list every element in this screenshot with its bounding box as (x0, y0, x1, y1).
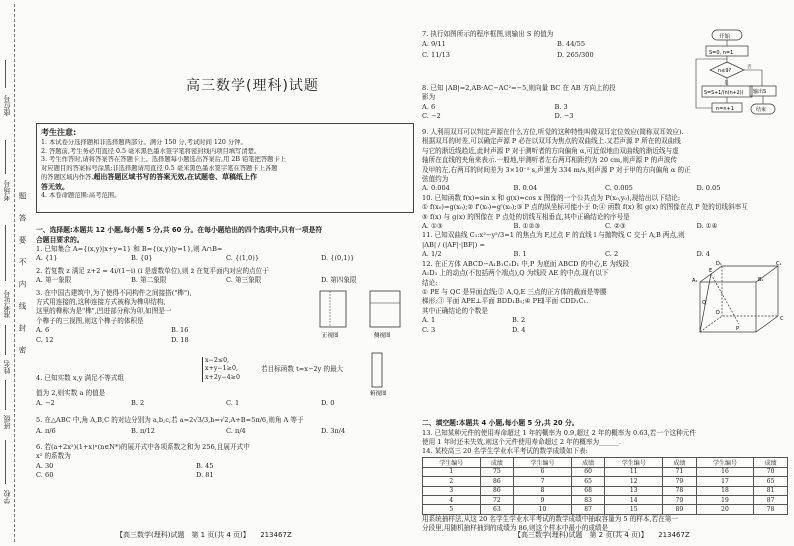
q12-line: 结论: (422, 278, 438, 287)
option: C. 3 (422, 325, 436, 334)
q6-options (36, 462, 356, 481)
option: A. 6 (36, 326, 50, 335)
option: A. 0.004 (422, 184, 450, 193)
table-cell: 81 (754, 486, 788, 495)
seal-char: 不 (18, 258, 27, 266)
option: D. 81 (196, 471, 214, 480)
table-cell: 15 (605, 505, 663, 514)
column-header: 学生编号 (696, 457, 754, 467)
option: B. ①②③ (513, 222, 541, 231)
q10-line: ⑤ f(x) 与 g(x) 的图像在 P 点处的切线互相垂直,其中正确结论的序号是 (422, 212, 630, 221)
vertex-label: D₁ (716, 260, 722, 267)
class-label: 班级 (3, 415, 11, 429)
flow-no: 否 (747, 65, 752, 70)
table-cell: 9 (514, 495, 572, 504)
option: B. 2 (512, 316, 526, 325)
option: D. 0 (321, 398, 335, 407)
table-cell: 2 (423, 477, 481, 486)
q14-stem: 14. 某校高三 20 名学生学业水平考试的数学成绩如下表: (422, 447, 588, 456)
table-cell: 71 (662, 467, 696, 476)
option: C. 2 (605, 250, 619, 259)
option: B. 0.04 (513, 184, 538, 193)
option: C. ②③ (605, 222, 626, 231)
q4-stem-2: 值为 2,则实数 a 的值是 (36, 388, 106, 397)
table-cell: 65 (754, 477, 788, 486)
option: A. 第一象限 (36, 276, 72, 285)
table-cell: 78 (754, 505, 788, 514)
vertex-label: C (780, 315, 784, 322)
question-2: 2. 若复数 z 满足 z+2 = 4i/(1−i) (i 是虚数单位),则 z̄ 在复平面内对应的点位于 (36, 266, 269, 275)
q9-line: 及甲的左,右两耳的时间差为 3×10⁻⁵ s,声速为 334 m/s,则声源 P 对于甲的方向偏角 α 的正 (422, 165, 691, 174)
q13-line: 13. 已知某种元件的使用寿命超过 1 年的概率为 0.9,超过 2 年的概率为 0.63,若一个这种元件 (422, 428, 696, 437)
table-cell: 3 (423, 486, 481, 495)
option: C. 1 (226, 398, 240, 407)
column-header: 学生编号 (423, 457, 481, 467)
option: D. 第四象限 (321, 276, 357, 285)
option: A. 30 (36, 461, 54, 470)
option: D. {(0,1)} (321, 254, 355, 263)
q9-line: 轴所在直线的夹角来表示.一般地,甲测听者左右两耳相距约为 20 cm,则声源 P 的声波传 (422, 156, 678, 165)
table-cell: 70 (754, 467, 788, 476)
table-cell: 12 (605, 477, 663, 486)
option: C. 12 (36, 335, 54, 344)
option: C. 11/13 (422, 51, 451, 60)
table-cell: 13 (605, 486, 663, 495)
section-heading: 一、选择题:本题共 12 小题,每小题 5 分,共 60 分。在每小题给出的四个选项中,只有一项是符 (36, 226, 323, 234)
option: A. 1/2 (422, 250, 442, 259)
section-2 (422, 419, 788, 533)
question-4 (36, 356, 416, 399)
question-9 (422, 128, 788, 340)
table-cell: 86 (480, 486, 514, 495)
table-cell: 65 (571, 477, 605, 486)
column-header: 成绩 (480, 457, 514, 467)
q9-options (422, 184, 788, 193)
table-cell: 89 (662, 505, 696, 514)
q11-options (422, 250, 788, 259)
binding-margin (0, 0, 34, 546)
table-cell: 72 (480, 495, 514, 504)
notice-line: 2. 答题前,考生务必用直径 0.5 毫米黑色墨水签字笔将密封线内项目填写清楚。 (41, 147, 261, 155)
admission-number-label: 准考证号 (3, 290, 11, 318)
q4-ineq: x+y−1≥0, (205, 365, 238, 373)
page-footer: 【高三数学(理科)试题 第 1 页(共 4 页)】 213467Z (116, 531, 292, 539)
q11-line: 11. 已知双曲线 C₁:x²−y²/3=1 的焦点为 F,过点 F 的直线 l 与抛物线 C 交于 A,B 两点,则 (422, 231, 685, 240)
table-cell: 79 (662, 477, 696, 486)
q4-ineq: x+2y−4≥0 (205, 373, 240, 381)
vertex-label: Q (702, 299, 706, 306)
notice-box (36, 123, 414, 213)
vertex-label: A₁ (692, 277, 698, 284)
q12-line: 其中正确结论的个数是 (422, 306, 488, 315)
front-view-label: 正视图 (322, 332, 339, 339)
notice-line: 1. 本试卷分选择题和非选择题两部分。满分 150 分,考试时间 120 分钟。 (41, 139, 247, 146)
question-1: 1. 已知集合 A={(x,y)|x+y=1} 和 B={(x,y)|y=1},则 A∩B= (36, 245, 223, 253)
page-1 (36, 0, 416, 546)
table-cell: 86 (480, 477, 514, 486)
option: B. 3 (554, 102, 568, 111)
q3-line: 3. 在中国古建筑中,为了使得不同构件之间接搭("榫"), (36, 288, 192, 297)
table-row (423, 486, 788, 495)
q5-options (36, 427, 416, 436)
table-cell: 19 (696, 495, 754, 504)
option: C. 第三象限 (226, 276, 262, 285)
table-cell: 4 (423, 495, 481, 504)
name-label: 姓名 (3, 360, 11, 374)
flow-condition: n≤9? (718, 68, 732, 74)
flow-update-s: S=S+1/(n(n+2)) (704, 91, 744, 96)
seal-char: 线 (18, 302, 27, 310)
option: D. 3π/4 (321, 427, 346, 436)
option: C. π/4 (226, 427, 246, 436)
notice-warning (41, 173, 409, 183)
vertex-label: D (716, 309, 720, 316)
option: B. 44/55 (557, 40, 586, 49)
section-1 (36, 226, 416, 480)
option: D. 0.05 (696, 184, 721, 193)
q1-options (36, 254, 416, 263)
q3-line: 这里的榫称为是"榫",凹进部分称为卯,如图是一 (36, 307, 172, 316)
q3-line: 个榫子的三视图,则这个榫子的体积是 (36, 316, 144, 325)
flow-output: 输出S (753, 89, 767, 95)
option: B. {0} (131, 254, 153, 263)
option: A. ①③ (422, 222, 443, 231)
q14-tail: 用系统抽样法,从这 20 名学生学业水平考试的数学成绩中抽取容量为 5 的样本,若在第一 (422, 514, 678, 523)
fill-line (5, 380, 6, 410)
table-cell: 75 (480, 467, 514, 476)
vertex-label: C₁ (776, 260, 782, 267)
question-6: 6. 若(a+2x²)(1+x)ⁿ(n∈N*)的展开式中各项系数之和为 256,且展开式中 (36, 442, 250, 451)
question-12 (422, 259, 788, 340)
option: A. 1 (422, 316, 436, 325)
seal-char: 封 (18, 324, 27, 332)
table-cell: 83 (571, 495, 605, 504)
notice-bold-1: 超出答题区域书写的答案无效,在试题卷、草稿纸上作 (93, 173, 258, 182)
table-cell: 16 (696, 467, 754, 476)
top-view-label: 俯视图 (370, 390, 387, 397)
q14-tail: 分段里,用随机抽样抽到的成绩为 86,则这个样本中最小的成绩是______. (422, 524, 630, 533)
table-cell: 17 (696, 477, 754, 486)
q7-stem: 7. 执行如图所示的程序框图,则输出 S 的值为 (422, 30, 554, 38)
table-row (423, 477, 788, 486)
option: C. 0.005 (605, 184, 633, 193)
table-cell: 78 (662, 486, 696, 495)
cut-line (14, 4, 15, 542)
q4-ineq: x−2≤0, (205, 356, 230, 364)
q13-line: 使用 1 年时还未失效,则这个元件使用寿命超过 2 年的概率为______. (422, 437, 621, 446)
table-body (423, 467, 788, 514)
option: B. 16 (171, 326, 189, 335)
flow-start: 开始 (719, 34, 731, 40)
option: B. 第二象限 (131, 276, 167, 285)
option: C. {(1,0)} (226, 254, 260, 263)
seal-char: 密 (18, 346, 27, 354)
vertex-label: B₁ (758, 276, 764, 283)
page-2 (422, 0, 788, 546)
option: D. 4 (512, 325, 526, 334)
q9-line: 与它的渐近线趋近,此时声源 P 对于测听者的方向偏角 α,可近似地由双曲线的渐近线与虚 (422, 146, 679, 155)
column-header: 成绩 (662, 457, 696, 467)
option: A. π/6 (36, 427, 56, 436)
fill-line (5, 140, 6, 174)
column-header: 成绩 (754, 457, 788, 467)
table-row (423, 467, 788, 476)
vertex-label: P (736, 325, 740, 332)
table-cell: 60 (571, 467, 605, 476)
q12-line: 梯形;③ 平面 APE⊥平面 BDD₁B₁;④ PE∥平面 CDD₁C₁. (422, 297, 589, 306)
table-row (423, 505, 788, 514)
q10-line: 10. 已知函数 f(x)=sin x 和 g(x)=cos x 图像的一个公共点为 P(x₀,y₀),现给出以下结论: (422, 193, 681, 202)
flow-end: 结束 (756, 107, 767, 113)
option: D. −3 (554, 112, 574, 121)
question-8 (422, 84, 687, 122)
page-footer: 【高三数学(理科)试题 第 2 页(共 4 页)】 213467Z (514, 531, 690, 539)
notice-bold-2: 答无效。 (41, 182, 69, 191)
cube-figure: D₁ C₁ A₁ B₁ E Q D C A P B (692, 260, 784, 340)
question-7 (422, 30, 692, 61)
school-label: 学校 (3, 490, 11, 504)
q12-line: A₁D₁ 上的动点(不包括两个端点),Q 为线段 AE 的中点.现有以下 (422, 269, 609, 278)
fill-line (5, 225, 6, 281)
seal-char: 要 (18, 236, 27, 244)
table-cell: 7 (514, 477, 572, 486)
q3-line: 方式用连接的,这种连接方式被称为榫卯结构, (36, 298, 166, 307)
option: B. π/12 (131, 427, 155, 436)
table-cell: 20 (696, 505, 754, 514)
notice-line: 4. 本卷命题范围:高考范围。 (41, 191, 121, 199)
q3-options (36, 326, 306, 345)
q9-line: 9. 人利用双耳可以判定声源在什么方位,听觉的这种特性叫做双耳定位效应(简称双耳效应). (422, 128, 684, 136)
q6-stem-2: x² 的系数为 (36, 452, 71, 461)
fill-line (5, 440, 6, 484)
notice-line: 对应题目的答案标号涂黑;非选择题请用直径 0.5 毫米黑色墨水签字笔在答题卡上各题 (41, 164, 278, 172)
table-cell: 79 (662, 495, 696, 504)
table-cell: 10 (514, 505, 572, 514)
q11-line: |AB| / (|AF|·|BF|) = (422, 240, 485, 249)
section-heading-cont: 合题目要求的。 (36, 235, 84, 244)
q10-line: ① f(x₀)=g(x₀);② f'(x₀)=g'(x₀);③ P 点的纵坐标可能小于 0;④ 函数 f(x) 和 g(x) 的图像在点 P 处的切线斜率互 (422, 203, 748, 212)
table-cell: 1 (423, 467, 481, 476)
q12-options (422, 316, 602, 334)
table-cell: 11 (605, 467, 663, 476)
seal-char: 答 (18, 214, 27, 222)
option: A. {1} (36, 254, 58, 263)
flow-update-n: n=n+1 (716, 106, 734, 112)
notice-line: 3. 考生作答时,请将答案答在答题卡上。选择题每小题选出答案后,用 2B 铅笔把答题卡上 (41, 156, 287, 164)
fill-line (5, 60, 6, 88)
question-5: 5. 在△ABC 中,角 A,B,C 的对边分别为 a,b,c,若 a=2√3/3,b=√2,A+B=5π/6,则角 A 等于 (36, 416, 304, 425)
table-cell: 8 (514, 486, 572, 495)
notice-line: 的答题区域内作答, (41, 174, 94, 182)
option: C. 60 (36, 471, 54, 480)
q4-system (202, 357, 240, 383)
q7-options (422, 39, 692, 61)
fill-line (5, 325, 6, 355)
table-cell: 63 (480, 505, 514, 514)
notice-heading: 考生注意: (41, 128, 77, 137)
q8-stem: 8. 已知 |AB|=2,AB·AC−AC²=−5,则向量 BC 在 AB 方向上的投 (422, 84, 616, 92)
option: D. 18 (171, 335, 189, 344)
column-header: 成绩 (571, 457, 605, 467)
option: C. −2 (422, 112, 441, 121)
option: D. 265/300 (557, 51, 594, 60)
table-row (423, 495, 788, 504)
option: B. 2 (131, 398, 145, 407)
table-cell: 6 (514, 467, 572, 476)
option: B. 45 (196, 461, 214, 470)
option: A. 6 (422, 102, 436, 111)
vertex-label: E (709, 267, 713, 274)
option: A. −2 (36, 398, 55, 407)
flowchart (684, 28, 784, 128)
q4-stem: 4. 已知实数 x,y 满足不等式组 (36, 373, 125, 382)
side-view-label: 侧视图 (374, 332, 391, 339)
table-cell: 14 (605, 495, 663, 504)
score-table (422, 457, 788, 515)
option: D. 4 (696, 250, 710, 259)
section-heading: 二、填空题:本题共 4 小题,每小题 5 分,共 20 分。 (422, 419, 579, 427)
table-cell: 87 (754, 495, 788, 504)
option: A. 9/11 (422, 40, 446, 49)
table-cell: 87 (571, 505, 605, 514)
column-header: 学生编号 (605, 457, 663, 467)
exam-room-label: 考场号 (3, 180, 11, 201)
page-title: 高三数学(理科)试题 (186, 78, 319, 94)
option: D. ①④ (696, 222, 718, 231)
q8-stem-2: 影为 (422, 93, 436, 102)
q8-options (422, 103, 687, 122)
flow-init: S=0, n=1 (709, 50, 734, 56)
q9-line: 根据双耳的时差,可以确定声源 P 必在以双耳为焦点的双曲线上.又若声源 P 所在的双曲线 (422, 137, 681, 146)
q12-line: 12. 在正方体 ABCD−A₁B₁C₁D₁ 中,P 为底面 ABCD 的中心,E 为线段 (422, 259, 630, 268)
q12-line: ① PE 与 QC 是异面直线;② A,Q,E 三点的正方体的截面是等腰 (422, 287, 607, 296)
table-cell: 68 (571, 486, 605, 495)
table-cell: 5 (423, 505, 481, 514)
option: B. 1 (513, 250, 527, 259)
seal-char: 题 (18, 192, 27, 200)
flow-yes: 是 (724, 81, 729, 86)
seat-number-label: 座位号 (3, 95, 11, 116)
table-header-row (423, 457, 788, 467)
q4-tail: 若目标函数 t=x−2y 的最大 (261, 364, 344, 373)
q9-line: 弦值约为 (422, 175, 449, 184)
column-header: 学生编号 (514, 457, 572, 467)
table-cell: 18 (696, 486, 754, 495)
seal-char: 内 (18, 280, 27, 288)
